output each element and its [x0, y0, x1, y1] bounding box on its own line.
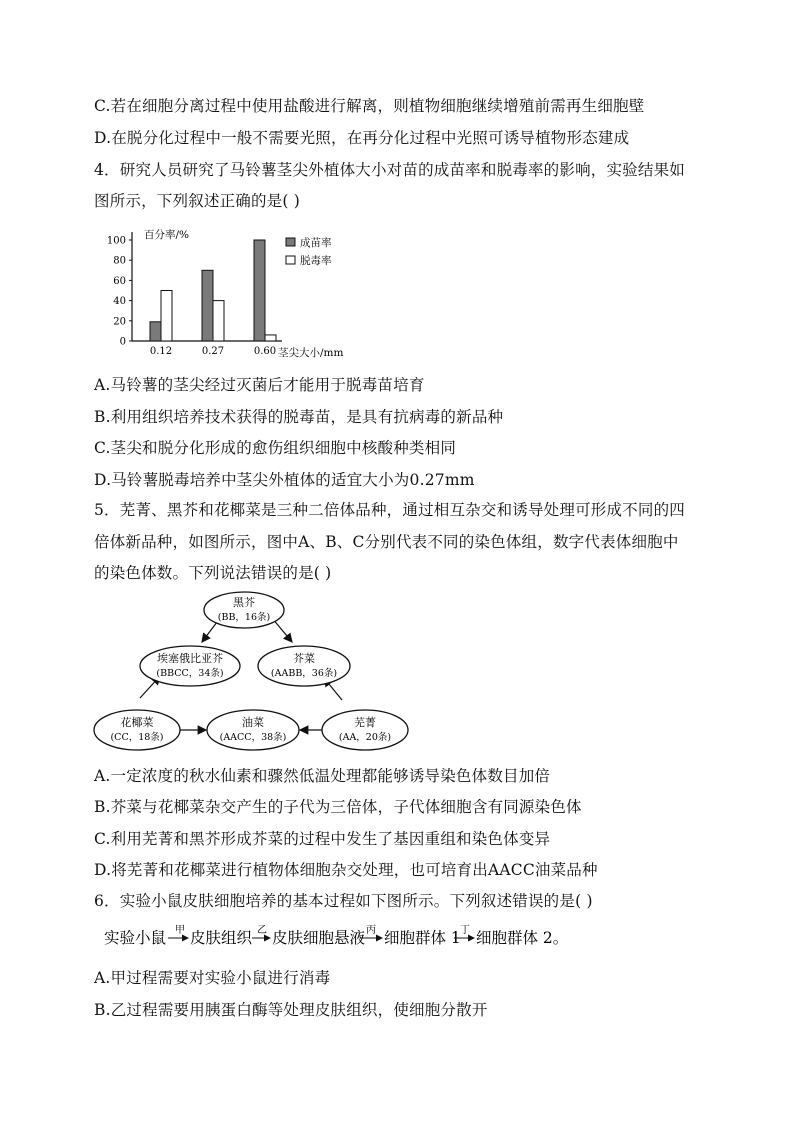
bar-detox-0.27	[213, 301, 224, 341]
option-4b: B.利用组织培养技术获得的脱毒苗，是具有抗病毒的新品种	[94, 408, 504, 426]
svg-text:(AABB，36条): (AABB，36条)	[270, 668, 338, 679]
node-wujing	[322, 710, 408, 750]
flow-arrow-label-4: 丁	[460, 925, 470, 936]
y-tick-label: 0	[119, 336, 126, 348]
bar-detox-0.60	[265, 335, 276, 341]
option-5b: B.芥菜与花椰菜杂交产生的子代为三倍体，子代体细胞含有同源染色体	[94, 798, 582, 816]
x-tick-label: 0.27	[201, 346, 225, 357]
option-5d: D.将芜菁和花椰菜进行植物体细胞杂交处理，也可培育出AACC油菜品种	[94, 861, 598, 879]
svg-text:油菜: 油菜	[242, 716, 264, 729]
y-axis-label: 百分率/%	[144, 229, 190, 241]
bar-chart	[94, 224, 394, 359]
question-6-stem: 6．实验小鼠皮肤细胞培养的基本过程如下图所示。下列叙述错误的是( )	[94, 892, 593, 910]
node-huayecai	[94, 710, 180, 750]
flow-step-2: 皮肤组织	[190, 929, 253, 947]
legend-swatch	[286, 238, 295, 246]
bar-survival-0.60	[254, 240, 265, 341]
svg-text:(AA，20条): (AA，20条)	[338, 732, 392, 743]
svg-text:(CC，18条): (CC，18条)	[110, 732, 164, 743]
svg-text:(BBCC，34条): (BBCC，34条)	[156, 668, 224, 679]
question-4-stem: 4．研究人员研究了马铃薯茎尖外植体大小对苗的成苗率和脱毒率的影响，实验结果如	[94, 161, 685, 179]
x-axis-label: 茎尖大小/mm	[278, 347, 344, 359]
flow-step-5: 细胞群体 2。	[476, 929, 569, 947]
y-tick-label: 20	[113, 316, 126, 328]
svg-text:芥菜: 芥菜	[293, 652, 315, 665]
option-5c: C.利用芜菁和黑芥形成芥菜的过程中发生了基因重组和染色体变异	[94, 830, 551, 848]
flow-arrow-label-2: 乙	[257, 925, 267, 936]
node-jiecai	[258, 646, 350, 686]
flow-step-4: 细胞群体 1	[384, 929, 461, 947]
y-tick-label: 60	[113, 275, 126, 287]
question-5-stem-cont: 倍体新品种，如图所示，图中A、B、C分别代表不同的染色体组，数字代表体细胞中	[94, 533, 679, 551]
flow-arrow-label-3: 丙	[366, 925, 376, 936]
legend-swatch	[286, 256, 295, 264]
y-tick-label: 100	[106, 235, 126, 247]
svg-text:黑芥: 黑芥	[233, 596, 255, 609]
svg-text:(BB，16条): (BB，16条)	[217, 612, 271, 623]
option-3d: D.在脱分化过程中一般不需要光照，在再分化过程中光照可诱导植物形态建成	[94, 129, 630, 147]
option-3c: C.若在细胞分离过程中使用盐酸进行解离，则植物细胞继续增殖前需再生细胞壁	[94, 97, 645, 115]
question-5-stem: 5．芜菁、黑芥和花椰菜是三种二倍体品种，通过相互杂交和诱导处理可形成不同的四	[94, 501, 685, 519]
option-5a: A.一定浓度的秋水仙素和骤然低温处理都能够诱导染色体数目加倍	[94, 767, 551, 785]
culture-flow	[104, 922, 624, 952]
option-6a: A.甲过程需要对实验小鼠进行消毒	[94, 969, 331, 987]
legend-label: 成苗率	[300, 237, 332, 249]
question-5-stem-cont2: 的染色体数。下列说法错误的是( )	[94, 564, 332, 582]
question-4-stem-cont: 图所示，下列叙述正确的是( )	[94, 192, 301, 210]
x-tick-label: 0.12	[149, 346, 173, 357]
bar-detox-0.12	[161, 291, 172, 342]
flow-step-3: 皮肤细胞悬液	[272, 929, 366, 947]
node-heijie	[204, 592, 284, 628]
hybridization-diagram	[92, 590, 422, 760]
bar-survival-0.27	[202, 270, 213, 341]
x-tick-label: 0.60	[253, 346, 277, 357]
svg-text:芜菁: 芜菁	[354, 716, 376, 729]
node-aisai	[140, 646, 240, 686]
y-tick-label: 80	[113, 255, 126, 267]
flow-arrow-label-1: 甲	[175, 925, 185, 936]
svg-text:埃塞俄比亚芥: 埃塞俄比亚芥	[157, 652, 223, 665]
legend-label: 脱毒率	[300, 255, 332, 267]
option-6b: B.乙过程需要用胰蛋白酶等处理皮肤组织，使细胞分散开	[94, 1001, 488, 1019]
option-4d: D.马铃薯脱毒培养中茎尖外植体的适宜大小为0.27mm	[94, 471, 475, 489]
option-4a: A.马铃薯的茎尖经过灭菌后才能用于脱毒苗培育	[94, 376, 425, 394]
svg-text:花椰菜: 花椰菜	[120, 716, 154, 729]
node-youcai	[207, 710, 299, 750]
option-4c: C.茎尖和脱分化形成的愈伤组织细胞中核酸种类相同	[94, 439, 457, 457]
bar-survival-0.12	[150, 322, 161, 341]
y-tick-label: 40	[113, 296, 126, 308]
flow-step-1: 实验小鼠	[104, 929, 167, 947]
svg-text:(AACC，38条): (AACC，38条)	[219, 732, 287, 743]
